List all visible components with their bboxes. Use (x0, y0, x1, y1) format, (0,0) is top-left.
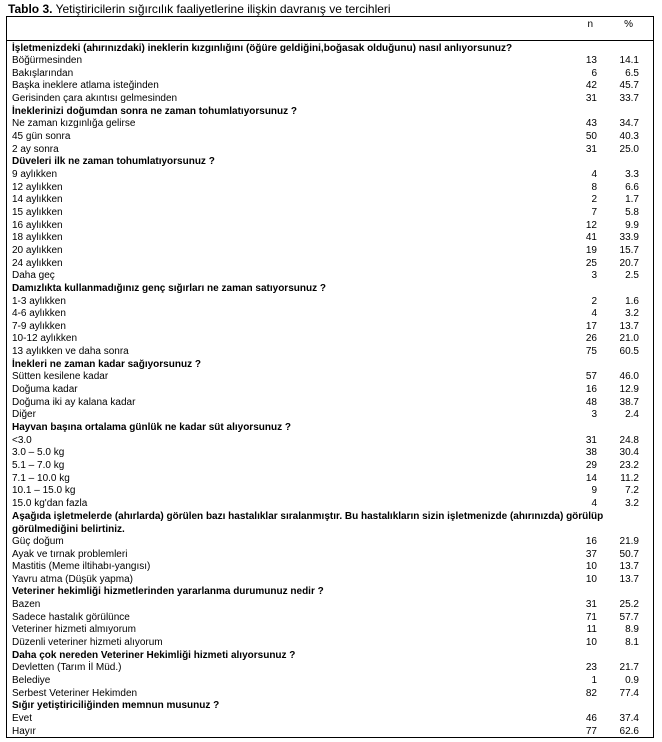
answer-label: 7-9 aylıkken (12, 320, 66, 332)
count-cell: 4 (591, 169, 597, 180)
count-cell: 48 (585, 396, 597, 408)
answer-label: Yavru atma (Düşük yapma) (12, 573, 133, 585)
answer-label: 45 gün sonra (12, 131, 71, 143)
table-row (7, 484, 653, 497)
count-cell: 42 (585, 80, 597, 92)
header-percent: % (624, 19, 633, 30)
answer-label: Bakışlarından (12, 67, 74, 79)
table-row (7, 79, 653, 92)
table-row (7, 383, 653, 396)
count-cell: 16 (585, 535, 597, 547)
percent-cell: 7.2 (625, 485, 639, 497)
answer-label: Doğuma iki ay kalana kadar (12, 396, 136, 408)
question-text: İneklerinizi doğumdan sonra ne zaman tohumlatıyorsunuz ? (12, 105, 298, 117)
question-row (7, 155, 653, 168)
count-cell: 41 (585, 232, 597, 244)
answer-label: Sadece hastalık görülünce (12, 611, 130, 623)
percent-cell: 3.2 (625, 497, 639, 509)
percent-cell: 24.8 (619, 434, 639, 446)
count-cell: 75 (585, 346, 597, 358)
answer-label: Başka ineklere atlama isteğinden (12, 80, 159, 92)
question-text: İnekleri ne zaman kadar sağıyorsunuz ? (12, 358, 201, 370)
answer-label: <3.0 (12, 434, 32, 446)
table-row (7, 193, 653, 206)
table-row (7, 130, 653, 143)
question-row (7, 282, 653, 295)
table-row (7, 661, 653, 674)
table-row (7, 117, 653, 130)
percent-cell: 1.7 (625, 194, 639, 206)
question-text: Aşağıda işletmelerde (ahırlarda) görülen bazı hastalıklar sıralanmıştır. Bu hastalıkların sizin işletmenizde (ahırınızda) görülüp görülmediğini belirtiniz. (12, 510, 604, 535)
answer-label: 18 aylıkken (12, 232, 63, 244)
percent-cell: 25.2 (619, 599, 639, 611)
table-row (7, 434, 653, 447)
count-cell: 25 (585, 257, 597, 269)
percent-cell: 21.9 (619, 535, 639, 547)
count-cell: 4 (591, 308, 597, 320)
question-row (7, 42, 653, 55)
question-row (7, 105, 653, 118)
question-text: Düveleri ilk ne zaman tohumlatıyorsunuz ? (12, 156, 215, 168)
percent-cell: 33.7 (619, 93, 639, 105)
count-cell: 29 (585, 459, 597, 471)
answer-label: 12 aylıkken (12, 181, 63, 193)
answer-label: 15.0 kg'dan fazla (12, 497, 88, 509)
table-row (7, 396, 653, 409)
caption-text: Yetiştiricilerin sığırcılık faaliyetlerine ilişkin davranış ve tercihleri (55, 2, 391, 16)
question-text: Daha çok nereden Veteriner Hekimliği hizmeti alıyorsunuz ? (12, 649, 296, 661)
caption-prefix: Tablo 3. (8, 2, 53, 16)
answer-label: Bazen (12, 599, 41, 611)
percent-cell: 62.6 (619, 725, 639, 737)
table-row (7, 497, 653, 510)
question-text: Hayvan başına ortalama günlük ne kadar süt alıyorsunuz ? (12, 422, 291, 433)
table-header-row (7, 18, 653, 31)
answer-label: 16 aylıkken (12, 219, 63, 231)
table-row (7, 623, 653, 636)
question-text: İşletmenizdeki (ahırınızdaki) ineklerin kızgınlığını (öğüre geldiğini,boğasak olduğunu) nasıl anlıyorsunuz? (12, 42, 513, 54)
percent-cell: 13.7 (619, 561, 639, 573)
answer-label: Serbest Veteriner Hekimden (12, 687, 138, 699)
count-cell: 4 (591, 497, 597, 509)
percent-cell: 46.0 (619, 371, 639, 383)
count-cell: 26 (585, 333, 597, 345)
table-row (7, 370, 653, 383)
percent-cell: 77.4 (619, 687, 639, 699)
percent-cell: 3.2 (625, 308, 639, 320)
count-cell: 2 (591, 295, 597, 307)
percent-cell: 5.8 (625, 206, 639, 218)
table-row (7, 54, 653, 67)
question-text: Damızlıkta kullanmadığınız genç sığırları ne zaman satıyorsunuz ? (12, 282, 326, 294)
answer-label: 1-3 aylıkken (12, 295, 66, 307)
table-row (7, 269, 653, 282)
count-cell: 1 (591, 675, 597, 686)
table-row (7, 181, 653, 194)
table-row (7, 636, 653, 649)
answer-label: Devletten (Tarım İl Müd.) (12, 662, 122, 674)
answer-label: 10-12 aylıkken (12, 333, 78, 345)
percent-cell: 21.0 (619, 333, 639, 345)
count-cell: 19 (585, 244, 597, 256)
answer-label: 10.1 – 15.0 kg (12, 485, 76, 497)
count-cell: 82 (585, 687, 597, 699)
count-cell: 9 (591, 485, 597, 497)
question-row (7, 649, 653, 662)
percent-cell: 57.7 (619, 611, 639, 623)
table-row (7, 332, 653, 345)
table-row (7, 725, 653, 738)
count-cell: 10 (585, 637, 597, 649)
count-cell: 46 (585, 712, 597, 724)
percent-cell: 8.1 (625, 637, 639, 649)
percent-cell: 3.3 (625, 169, 639, 180)
table-row (7, 143, 653, 156)
percent-cell: 15.7 (619, 244, 639, 256)
table-row (7, 206, 653, 219)
percent-cell: 6.5 (625, 67, 639, 79)
percent-cell: 1.6 (625, 295, 639, 307)
count-cell: 3 (591, 409, 597, 421)
count-cell: 50 (585, 131, 597, 143)
answer-label: Doğuma kadar (12, 384, 78, 396)
percent-cell: 0.9 (625, 675, 639, 686)
answer-label: Böğürmesinden (12, 55, 83, 67)
count-cell: 10 (585, 573, 597, 585)
answer-label: 2 ay sonra (12, 143, 59, 155)
count-cell: 57 (585, 371, 597, 383)
answer-label: 13 aylıkken ve daha sonra (12, 346, 129, 358)
count-cell: 6 (591, 67, 597, 79)
answer-label: 15 aylıkken (12, 206, 63, 218)
count-cell: 10 (585, 561, 597, 573)
answer-label: 5.1 – 7.0 kg (12, 459, 65, 471)
question-text: Sığır yetiştiriciliğinden memnun musunuz ? (12, 700, 220, 712)
count-cell: 31 (585, 93, 597, 105)
table-row (7, 231, 653, 244)
table-row (7, 92, 653, 105)
count-cell: 31 (585, 599, 597, 611)
percent-cell: 37.4 (619, 712, 639, 724)
table-row (7, 295, 653, 308)
table-row (7, 598, 653, 611)
answer-label: Sütten kesilene kadar (12, 371, 109, 383)
answer-label: Hayır (12, 725, 36, 737)
count-cell: 38 (585, 447, 597, 459)
percent-cell: 45.7 (619, 80, 639, 92)
count-cell: 14 (585, 472, 597, 484)
table-row (7, 611, 653, 624)
table-row (7, 560, 653, 573)
count-cell: 23 (585, 662, 597, 674)
answer-label: Diğer (12, 409, 36, 421)
percent-cell: 20.7 (619, 257, 639, 269)
answer-label: 14 aylıkken (12, 194, 63, 206)
count-cell: 13 (585, 55, 597, 67)
question-row (7, 421, 653, 434)
table-row (7, 459, 653, 472)
answer-label: 7.1 – 10.0 kg (12, 472, 70, 484)
answer-label: Daha geç (12, 270, 55, 282)
question-row (7, 585, 653, 598)
question-row (7, 699, 653, 712)
question-row (7, 358, 653, 371)
answer-label: 20 aylıkken (12, 244, 63, 256)
count-cell: 71 (585, 611, 597, 623)
count-cell: 77 (585, 725, 597, 737)
percent-cell: 11.2 (620, 472, 639, 484)
answer-label: Gerisinden çara akıntısı gelmesinden (12, 93, 178, 105)
answer-label: Mastitis (Meme iltihabı-yangısı) (12, 561, 151, 573)
percent-cell: 30.4 (619, 447, 639, 459)
percent-cell: 34.7 (619, 118, 639, 130)
answer-label: Evet (12, 712, 33, 724)
table-row (7, 472, 653, 485)
count-cell: 37 (585, 548, 597, 560)
answer-label: 9 aylıkken (12, 169, 58, 180)
answer-label: Belediye (12, 675, 51, 686)
header-n: n (587, 19, 593, 30)
percent-cell: 40.3 (619, 131, 639, 143)
percent-cell: 8.9 (625, 624, 639, 636)
table-row (7, 307, 653, 320)
table-row (7, 535, 653, 548)
percent-cell: 21.7 (619, 662, 639, 674)
table-row (7, 345, 653, 358)
answer-label: Düzenli veteriner hizmeti alıyorum (12, 637, 163, 649)
answer-label: 4-6 aylıkken (12, 308, 66, 320)
table-caption (8, 2, 391, 16)
count-cell: 12 (585, 219, 597, 231)
count-cell: 16 (585, 384, 597, 396)
count-cell: 7 (591, 206, 597, 218)
percent-cell: 60.5 (619, 346, 639, 358)
table-row (7, 687, 653, 700)
count-cell: 11 (586, 624, 597, 636)
percent-cell: 13.7 (619, 573, 639, 585)
percent-cell: 9.9 (625, 219, 639, 231)
table-row (7, 548, 653, 561)
percent-cell: 25.0 (619, 143, 639, 155)
count-cell: 3 (591, 270, 597, 282)
count-cell: 17 (585, 320, 597, 332)
table-row (7, 244, 653, 257)
percent-cell: 50.7 (619, 548, 639, 560)
table-row (7, 67, 653, 80)
question-text: Veteriner hekimliği hizmetlerinden yararlanma durumunuz nedir ? (12, 586, 324, 598)
answer-label: Güç doğum (12, 535, 64, 547)
percent-cell: 2.5 (625, 270, 639, 282)
table-row (7, 573, 653, 586)
count-cell: 2 (591, 194, 597, 206)
answer-label: Ne zaman kızgınlığa gelirse (12, 118, 136, 130)
percent-cell: 6.6 (625, 181, 639, 193)
answer-label: 24 aylıkken (12, 257, 63, 269)
percent-cell: 12.9 (619, 384, 639, 396)
table-row (7, 408, 653, 421)
answer-label: Ayak ve tırnak problemleri (12, 548, 128, 560)
count-cell: 43 (585, 118, 597, 130)
count-cell: 31 (585, 143, 597, 155)
table-row (7, 446, 653, 459)
count-cell: 31 (585, 434, 597, 446)
table-row (7, 219, 653, 232)
percent-cell: 23.2 (619, 459, 639, 471)
table-row (7, 674, 653, 687)
table-row (7, 320, 653, 333)
count-cell: 8 (591, 181, 597, 193)
table-row (7, 712, 653, 725)
table-row (7, 257, 653, 270)
survey-table (6, 16, 654, 738)
percent-cell: 14.1 (619, 55, 639, 67)
percent-cell: 2.4 (625, 409, 639, 421)
answer-label: 3.0 – 5.0 kg (12, 447, 65, 459)
percent-cell: 33.9 (619, 232, 639, 244)
percent-cell: 13.7 (619, 320, 639, 332)
table-row (7, 168, 653, 181)
answer-label: Veteriner hizmeti almıyorum (12, 624, 136, 636)
percent-cell: 38.7 (619, 396, 639, 408)
